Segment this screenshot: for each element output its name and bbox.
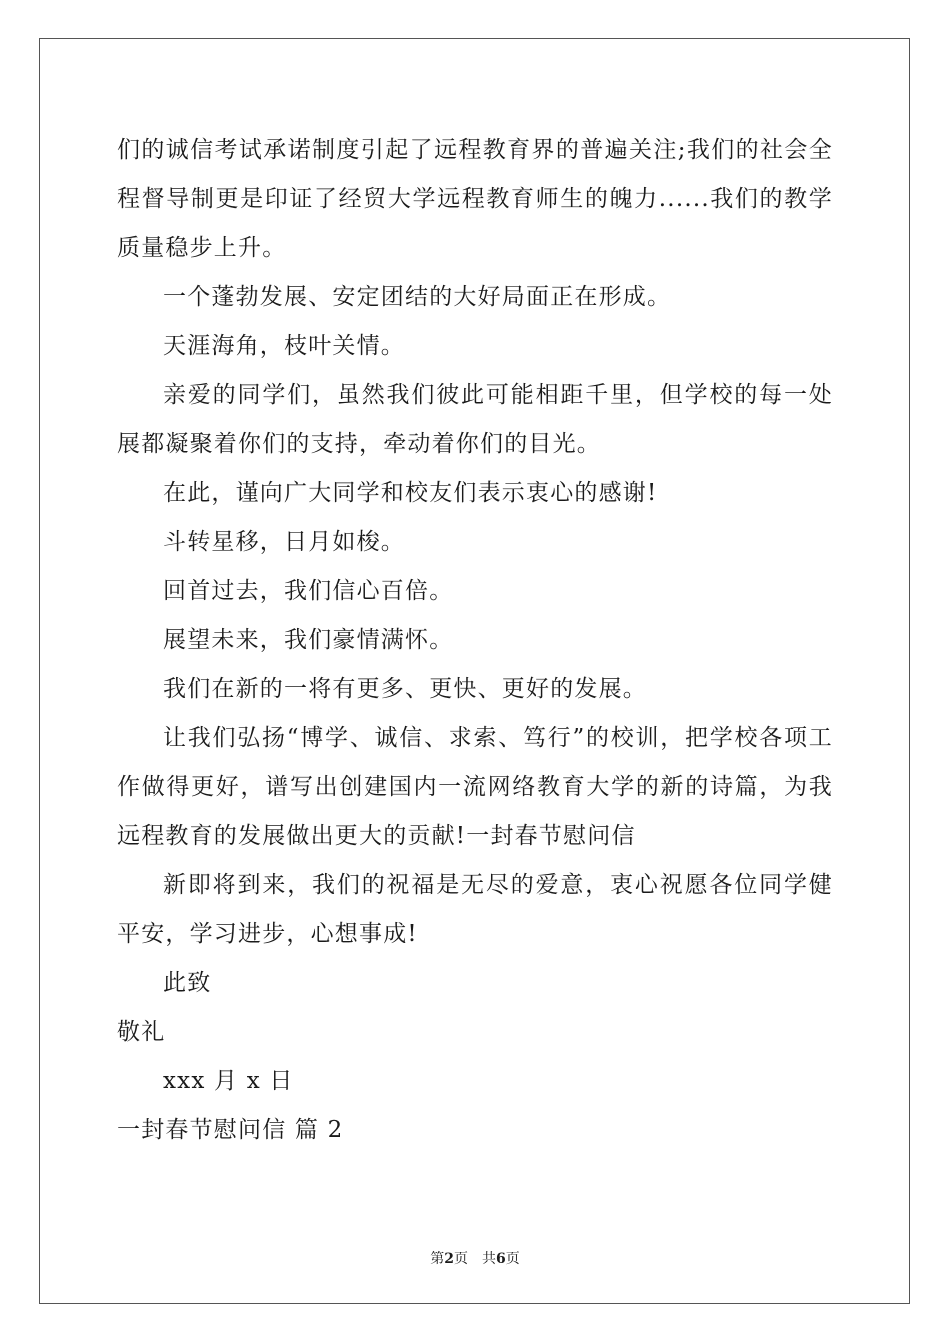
total-suffix: 页: [505, 1251, 520, 1267]
paragraph-line: 一个蓬勃发展、安定团结的大好局面正在形成。: [163, 284, 672, 310]
paragraph-line: 让我们弘扬“博学、诚信、求索、笃行”的校训，把学校各项工: [163, 725, 833, 751]
paragraph-line: 在此，谨向广大同学和校友们表示衷心的感谢!: [163, 480, 658, 506]
date-line: xxx 月 x 日: [163, 1068, 294, 1094]
paragraph-line: 远程教育的发展做出更大的贡献!一封春节慰问信: [117, 823, 636, 849]
paragraph-line: 作做得更好，谱写出创建国内一流网络教育大学的新的诗篇，为我: [117, 774, 833, 800]
paragraph-line: 斗转星移，日月如梭。: [163, 529, 405, 555]
paragraph-line: 新即将到来，我们的祝福是无尽的爱意，衷心祝愿各位同学健: [163, 872, 833, 898]
document-body: [117, 126, 833, 1155]
paragraph-line: 亲爱的同学们，虽然我们彼此可能相距千里，但学校的每一处: [163, 382, 833, 408]
closing-salutation: 此致: [163, 970, 212, 996]
page-current: 2: [444, 1251, 454, 1267]
paragraph-line: 回首过去，我们信心百倍。: [163, 578, 454, 604]
paragraph-line: 我们在新的一将有更多、更快、更好的发展。: [163, 676, 647, 702]
paragraph-line: 展都凝聚着你们的支持，牵动着你们的目光。: [117, 431, 601, 457]
text-line-2: 程督导制更是印证了经贸大学远程教育师生的魄力......我们的教学: [117, 186, 833, 212]
paragraph-line: 天涯海角，枝叶关情。: [163, 333, 405, 359]
total-pages: 6: [496, 1251, 506, 1267]
page-suffix: 页: [454, 1251, 468, 1267]
closing-regards: 敬礼: [117, 1019, 166, 1045]
text-line-3: 质量稳步上升。: [117, 235, 287, 261]
page-prefix: 第: [430, 1251, 445, 1267]
section-heading: 一封春节慰问信 篇 2: [117, 1117, 344, 1143]
total-prefix: 共: [482, 1251, 496, 1267]
paragraph-line: 平安，学习进步，心想事成!: [117, 921, 418, 947]
paragraph-line: 展望未来，我们豪情满怀。: [163, 627, 454, 653]
page-footer: [0, 1248, 950, 1268]
text-line-1: 们的诚信考试承诺制度引起了远程教育界的普遍关注;我们的社会全: [117, 137, 833, 163]
